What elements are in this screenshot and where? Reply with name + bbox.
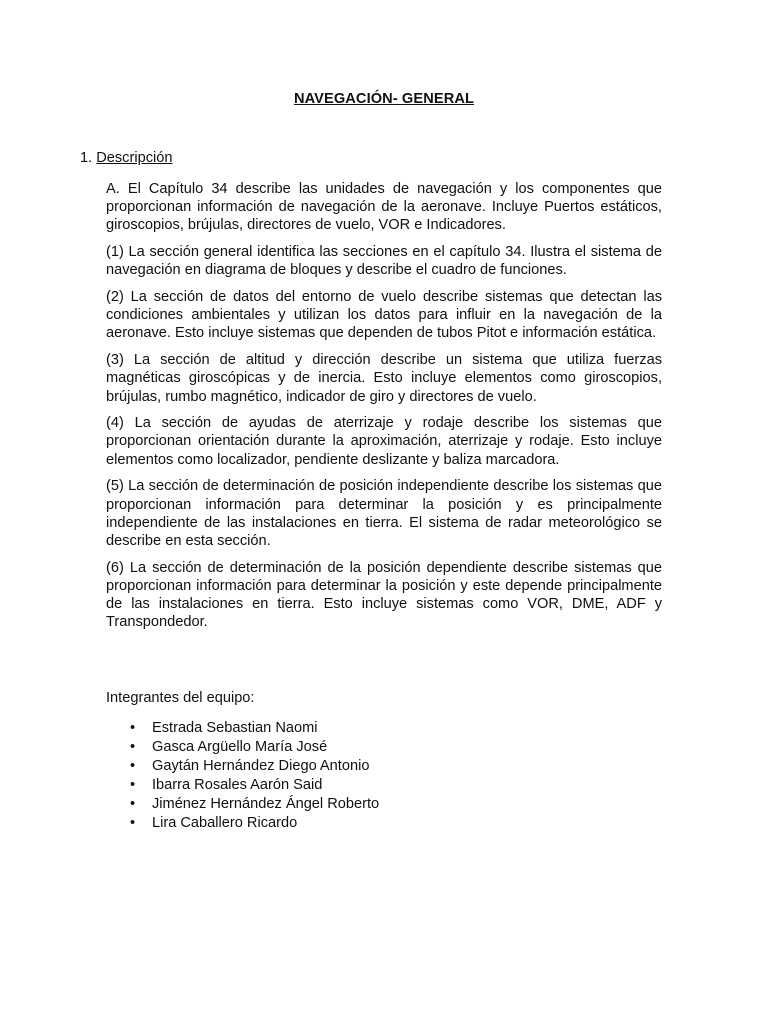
team-member (106, 757, 379, 776)
team-member (106, 738, 379, 757)
description-body (106, 180, 662, 640)
paragraph-4: (4) La sección de ayudas de aterrizaje y rodaje describe los sistemas que proporcionan orientación durante la aproximación, aterrizaje y rodaje. Esto incluye elementos como localizador, pendiente deslizante y baliza marcadora. (106, 415, 662, 468)
section-heading (80, 150, 172, 166)
member-name: Gasca Argüello María José (152, 739, 328, 755)
bullet-icon: • (130, 720, 136, 736)
paragraph-5: (5) La sección de determinación de posición independiente describe los sistemas que proporcionan información para determinar la posición y es principalmente independiente de las instalaciones en tierra. El sistema de radar meteorológico se describe en esta sección. (106, 478, 662, 549)
member-name: Lira Caballero Ricardo (152, 815, 298, 831)
bullet-icon: • (130, 758, 136, 774)
section-number: 1. (80, 150, 93, 166)
paragraph-2: (2) La sección de datos del entorno de vuelo describe sistemas que detectan las condiciones ambientales y utilizan los datos para influir en la navegación de la aeronave. Esto incluye sistemas que dependen de tubos Pitot e información estática. (106, 289, 662, 342)
team-label: Integrantes del equipo: (106, 690, 255, 706)
bullet-icon: • (130, 815, 136, 831)
team-member (106, 776, 379, 795)
team-member (106, 719, 379, 738)
paragraph-3: (3) La sección de altitud y dirección describe un sistema que utiliza fuerzas magnéticas giroscópicas y de inercia. Esto incluye elementos como giroscopios, brújulas, rumbo magnético, indicador de giro y directores de vuelo. (106, 352, 662, 405)
member-name: Estrada Sebastian Naomi (152, 720, 318, 736)
team-member (106, 795, 379, 814)
bullet-icon: • (130, 739, 136, 755)
team-list (106, 719, 379, 833)
document-title: NAVEGACIÓN- GENERAL (293, 91, 474, 107)
bullet-icon: • (130, 796, 136, 812)
team-member (106, 814, 379, 833)
member-name: Jiménez Hernández Ángel Roberto (152, 796, 380, 812)
paragraph-1: (1) La sección general identifica las secciones en el capítulo 34. Ilustra el sistema de navegación en diagrama de bloques y describe el cuadro de funciones. (106, 244, 662, 279)
section-label: Descripción (96, 150, 173, 166)
member-name: Ibarra Rosales Aarón Said (152, 777, 323, 793)
paragraph-6: (6) La sección de determinación de la posición dependiente describe sistemas que proporcionan información para determinar la posición y este depende principalmente de las instalaciones en tierra. Esto incluye sistemas como VOR, DME, ADF y Transpondedor. (106, 559, 662, 631)
member-name: Gaytán Hernández Diego Antonio (152, 758, 370, 774)
bullet-icon: • (130, 777, 136, 793)
paragraph-a: A. El Capítulo 34 describe las unidades de navegación y los componentes que proporcionan información de navegación de la aeronave. Incluye Puertos estáticos, giroscopios, brújulas, directores de vuelo, VOR e Indicadores. (106, 181, 662, 234)
